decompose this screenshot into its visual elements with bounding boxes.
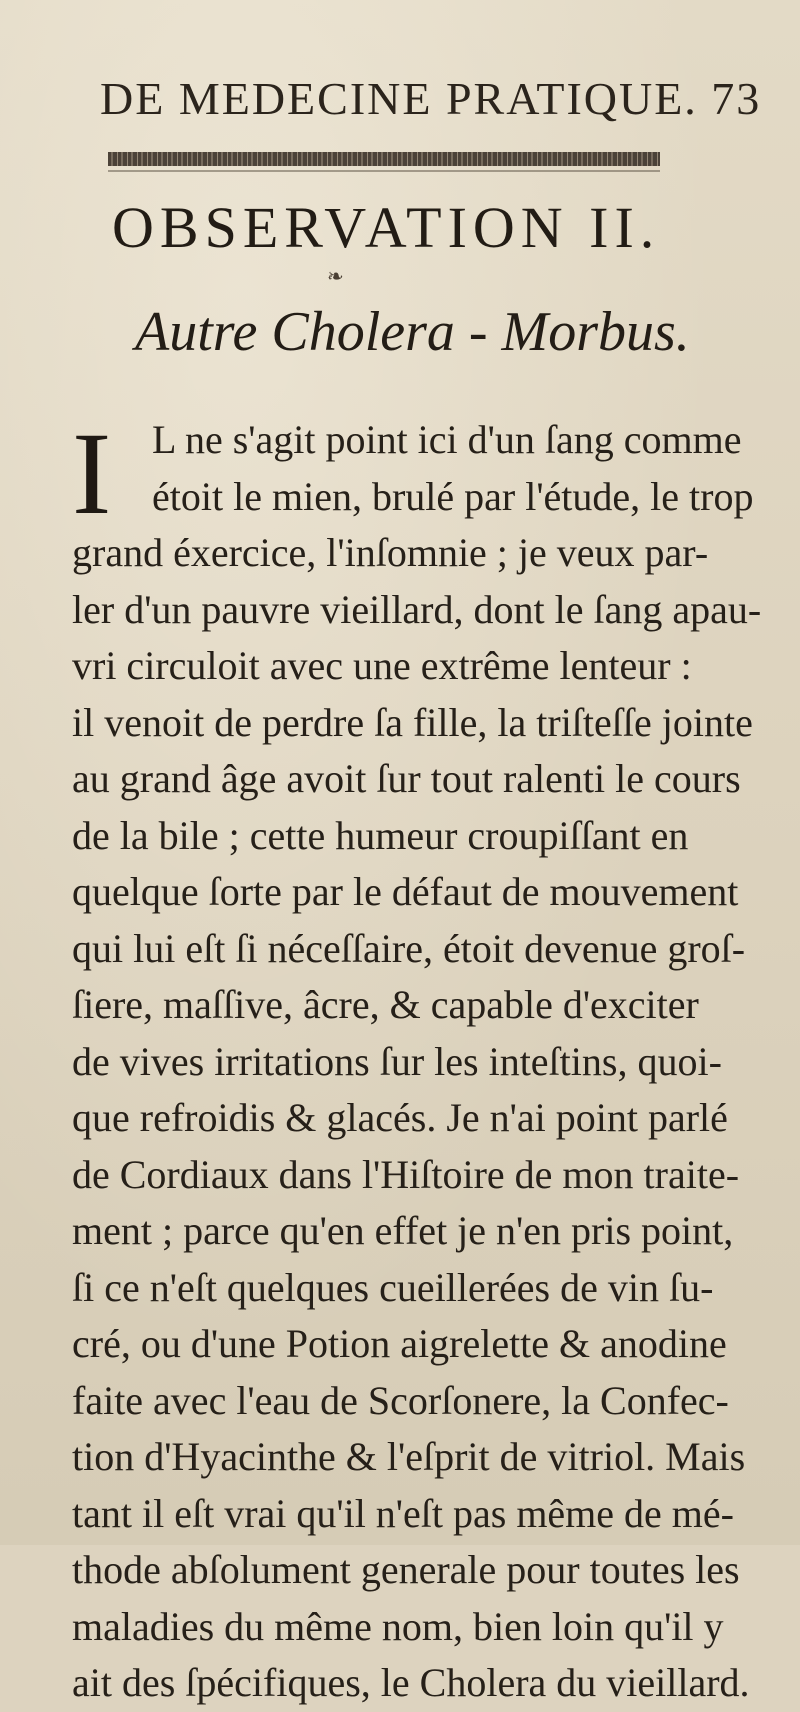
text-line: grand éxercice, l'inſomnie ; je veux par- [72, 530, 709, 575]
text-line: ment ; parce qu'en effet je n'en pris point, [72, 1208, 734, 1253]
text-line: ler d'un pauvre vieillard, dont le ſang apau- [72, 586, 762, 632]
fleuron-icon: ❧ [327, 264, 344, 288]
text-line: de la bile ; cette humeur croupiſſant en [72, 812, 689, 858]
rule-underline [108, 170, 660, 172]
text-line: de Cordiaux dans l'Hiſtoire de mon traite- [72, 1151, 740, 1197]
text-line: maladies du même nom, bien loin qu'il y [72, 1603, 724, 1649]
text-line: tion d'Hyacinthe & l'eſprit de vitriol. Mais [72, 1434, 746, 1479]
running-head: DE MEDECINE PRATIQUE. 73 [100, 73, 762, 124]
observation-title: OBSERVATION II. [112, 195, 661, 260]
text-line: faite avec l'eau de Scorſonere, la Confec- [72, 1377, 729, 1423]
text-line: ſiere, maſſive, âcre, & capable d'exciter [72, 982, 699, 1027]
text-line: au grand âge avoit ſur tout ralenti le cours [72, 756, 741, 801]
text-line: de vives irritations ſur les inteſtins, quoi- [72, 1038, 722, 1084]
text-line: tant il eſt vrai qu'il n'eſt pas même de mé- [72, 1490, 734, 1536]
text-line: thode abſolument generale pour toutes les [72, 1547, 740, 1592]
text-line: il venoit de perdre ſa fille, la triſteſſe jointe [72, 699, 753, 745]
text-line: ait des ſpécifiques, le Cholera du vieillard. [72, 1660, 750, 1705]
ornamental-rule [108, 152, 660, 166]
text-line: qui lui eſt ſi néceſſaire, étoit devenue groſ- [72, 925, 746, 971]
drop-cap: I [72, 408, 112, 539]
observation-subtitle: Autre Cholera - Morbus. [135, 301, 690, 363]
body-text [72, 408, 762, 1712]
text-line: L ne s'agit point ici d'un ſang comme [152, 417, 742, 462]
text-line: cré, ou d'une Potion aigrelette & anodine [72, 1321, 727, 1366]
text-line: ſi ce n'eſt quelques cueillerées de vin ſu- [72, 1264, 714, 1310]
text-line: quelque ſorte par le défaut de mouvement [72, 869, 739, 914]
text-line: que refroidis & glacés. Je n'ai point parlé [72, 1095, 728, 1140]
text-line: étoit le mien, brulé par l'étude, le trop [152, 473, 754, 519]
text-line: vri circuloit avec une extrême lenteur : [72, 643, 692, 688]
